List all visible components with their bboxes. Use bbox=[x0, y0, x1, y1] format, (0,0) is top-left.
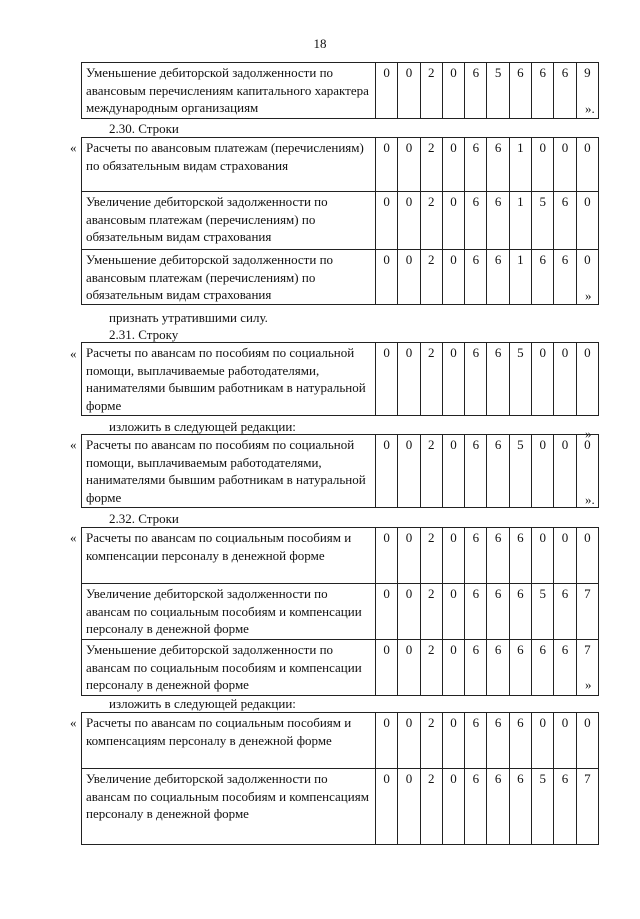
code-digit: 0 bbox=[442, 192, 464, 250]
code-digit: 0 bbox=[442, 528, 464, 584]
code-digit: 0 bbox=[398, 250, 420, 305]
code-digit: 0 bbox=[376, 435, 398, 508]
code-table-1 bbox=[81, 137, 599, 305]
code-digit: 0 bbox=[398, 138, 420, 192]
closing-quote: » bbox=[585, 288, 592, 303]
code-table-2 bbox=[81, 342, 599, 416]
account-description: Расчеты по авансам по пособиям по социальной помощи, выплачиваемые работодателями, нанимателями бывшим работникам в натуральной форме bbox=[82, 343, 376, 416]
code-digit: 6 bbox=[554, 250, 576, 305]
code-digit: 2 bbox=[420, 63, 442, 119]
code-digit: 6 bbox=[509, 713, 531, 769]
code-digit: 0 bbox=[442, 769, 464, 845]
code-digit: 6 bbox=[465, 63, 487, 119]
code-digit: 0 bbox=[398, 584, 420, 640]
code-digit: 6 bbox=[532, 250, 554, 305]
code-digit: 2 bbox=[420, 435, 442, 508]
code-digit: 0 bbox=[398, 769, 420, 845]
closing-quote: ». bbox=[585, 492, 595, 507]
code-digit: 6 bbox=[554, 640, 576, 696]
opening-quote: « bbox=[70, 346, 77, 361]
code-digit: 6 bbox=[509, 528, 531, 584]
code-digit: 0 bbox=[376, 713, 398, 769]
code-digit: 0 bbox=[576, 192, 598, 250]
code-digit: 6 bbox=[554, 584, 576, 640]
phrase-edit: изложить в следующей редакции: bbox=[109, 696, 296, 711]
account-description: Увеличение дебиторской задолженности по авансовым платежам (перечислениям) по обязательным видам страхования bbox=[82, 192, 376, 250]
code-digit: 6 bbox=[487, 584, 509, 640]
code-digit: 6 bbox=[487, 250, 509, 305]
code-digit: 0 bbox=[532, 138, 554, 192]
code-digit: 0 bbox=[576, 343, 598, 416]
account-description: Увеличение дебиторской задолженности по авансам по социальным пособиям и компенсации персоналу в денежной форме bbox=[82, 584, 376, 640]
section-heading-2-31: 2.31. Строку bbox=[109, 327, 179, 342]
code-digit: 0 bbox=[376, 528, 398, 584]
closing-quote: ». bbox=[585, 101, 595, 116]
page-number: 18 bbox=[313, 36, 327, 51]
account-description: Уменьшение дебиторской задолженности по авансам по социальным пособиям и компенсации персоналу в денежной форме bbox=[82, 640, 376, 696]
table-row bbox=[82, 192, 599, 250]
code-digit: 2 bbox=[420, 138, 442, 192]
phrase-edit: изложить в следующей редакции: bbox=[109, 419, 296, 434]
account-description: Расчеты по авансам по социальным пособиям и компенсациям персоналу в денежной форме bbox=[82, 713, 376, 769]
code-digit: 0 bbox=[576, 435, 598, 508]
table-row bbox=[82, 640, 599, 696]
code-digit: 0 bbox=[554, 138, 576, 192]
code-digit: 6 bbox=[532, 640, 554, 696]
code-digit: 0 bbox=[442, 713, 464, 769]
code-digit: 0 bbox=[398, 192, 420, 250]
code-digit: 0 bbox=[576, 713, 598, 769]
code-digit: 5 bbox=[532, 584, 554, 640]
table-row bbox=[82, 528, 599, 584]
account-description: Уменьшение дебиторской задолженности по авансовым перечислениям капитального характера международным организациям bbox=[82, 63, 376, 119]
code-digit: 2 bbox=[420, 769, 442, 845]
code-digit: 9 bbox=[576, 63, 598, 119]
closing-quote: » bbox=[585, 677, 592, 692]
table-row bbox=[82, 138, 599, 192]
code-table-0 bbox=[81, 62, 599, 119]
code-digit: 0 bbox=[442, 250, 464, 305]
table-row bbox=[82, 250, 599, 305]
opening-quote: « bbox=[70, 140, 77, 155]
account-description: Расчеты по авансам по пособиям по социальной помощи, выплачиваемым работодателями, нанимателями бывшим работникам в натуральной форме bbox=[82, 435, 376, 508]
code-digit: 6 bbox=[465, 713, 487, 769]
code-digit: 6 bbox=[487, 528, 509, 584]
code-digit: 6 bbox=[509, 584, 531, 640]
code-digit: 0 bbox=[554, 435, 576, 508]
code-digit: 2 bbox=[420, 713, 442, 769]
table-row bbox=[82, 63, 599, 119]
code-digit: 2 bbox=[420, 584, 442, 640]
code-digit: 6 bbox=[554, 769, 576, 845]
code-digit: 6 bbox=[465, 640, 487, 696]
code-digit: 5 bbox=[532, 192, 554, 250]
code-table-3 bbox=[81, 434, 599, 508]
code-digit: 0 bbox=[376, 640, 398, 696]
code-digit: 6 bbox=[554, 192, 576, 250]
code-digit: 5 bbox=[532, 769, 554, 845]
code-digit: 0 bbox=[398, 63, 420, 119]
code-digit: 7 bbox=[576, 769, 598, 845]
code-digit: 2 bbox=[420, 192, 442, 250]
code-digit: 0 bbox=[398, 640, 420, 696]
code-digit: 0 bbox=[532, 343, 554, 416]
code-digit: 5 bbox=[509, 435, 531, 508]
code-digit: 6 bbox=[487, 343, 509, 416]
code-digit: 1 bbox=[509, 192, 531, 250]
code-digit: 0 bbox=[398, 713, 420, 769]
code-digit: 7 bbox=[576, 584, 598, 640]
code-digit: 2 bbox=[420, 250, 442, 305]
code-digit: 0 bbox=[442, 640, 464, 696]
code-digit: 2 bbox=[420, 640, 442, 696]
code-digit: 6 bbox=[487, 435, 509, 508]
code-digit: 2 bbox=[420, 528, 442, 584]
code-digit: 0 bbox=[532, 528, 554, 584]
table-row bbox=[82, 584, 599, 640]
code-digit: 6 bbox=[487, 713, 509, 769]
code-digit: 1 bbox=[509, 138, 531, 192]
code-digit: 0 bbox=[376, 250, 398, 305]
code-digit: 0 bbox=[554, 528, 576, 584]
code-digit: 5 bbox=[487, 63, 509, 119]
code-digit: 6 bbox=[465, 343, 487, 416]
code-digit: 6 bbox=[532, 63, 554, 119]
code-digit: 6 bbox=[487, 192, 509, 250]
code-digit: 0 bbox=[376, 63, 398, 119]
code-digit: 0 bbox=[398, 435, 420, 508]
closing-quote: » bbox=[585, 426, 592, 441]
code-digit: 6 bbox=[509, 640, 531, 696]
code-digit: 6 bbox=[509, 63, 531, 119]
code-digit: 6 bbox=[487, 138, 509, 192]
code-digit: 6 bbox=[465, 528, 487, 584]
code-table-5 bbox=[81, 712, 599, 845]
code-table-4 bbox=[81, 527, 599, 696]
table-row bbox=[82, 769, 599, 845]
code-digit: 6 bbox=[465, 435, 487, 508]
code-digit: 1 bbox=[509, 250, 531, 305]
code-digit: 0 bbox=[554, 713, 576, 769]
section-heading-2-30: 2.30. Строки bbox=[109, 121, 179, 136]
code-digit: 6 bbox=[465, 769, 487, 845]
code-digit: 6 bbox=[487, 769, 509, 845]
code-digit: 0 bbox=[442, 138, 464, 192]
code-digit: 0 bbox=[398, 343, 420, 416]
code-digit: 0 bbox=[442, 435, 464, 508]
code-digit: 7 bbox=[576, 640, 598, 696]
section-heading-2-32: 2.32. Строки bbox=[109, 511, 179, 526]
code-digit: 2 bbox=[420, 343, 442, 416]
code-digit: 0 bbox=[442, 584, 464, 640]
code-digit: 0 bbox=[376, 138, 398, 192]
opening-quote: « bbox=[70, 715, 77, 730]
code-digit: 0 bbox=[376, 584, 398, 640]
code-digit: 6 bbox=[465, 584, 487, 640]
account-description: Расчеты по авансам по социальным пособиям и компенсации персоналу в денежной форме bbox=[82, 528, 376, 584]
account-description: Расчеты по авансовым платежам (перечислениям) по обязательным видам страхования bbox=[82, 138, 376, 192]
code-digit: 6 bbox=[509, 769, 531, 845]
table-row bbox=[82, 713, 599, 769]
code-digit: 0 bbox=[442, 63, 464, 119]
code-digit: 0 bbox=[576, 528, 598, 584]
code-digit: 6 bbox=[465, 138, 487, 192]
code-digit: 0 bbox=[376, 769, 398, 845]
code-digit: 0 bbox=[532, 435, 554, 508]
account-description: Увеличение дебиторской задолженности по авансам по социальным пособиям и компенсациям персоналу в денежной форме bbox=[82, 769, 376, 845]
opening-quote: « bbox=[70, 437, 77, 452]
code-digit: 0 bbox=[532, 713, 554, 769]
account-description: Уменьшение дебиторской задолженности по авансовым платежам (перечислениям) по обязательным видам страхования bbox=[82, 250, 376, 305]
code-digit: 6 bbox=[487, 640, 509, 696]
opening-quote: « bbox=[70, 530, 77, 545]
code-digit: 0 bbox=[576, 138, 598, 192]
code-digit: 0 bbox=[576, 250, 598, 305]
code-digit: 6 bbox=[465, 250, 487, 305]
table-row bbox=[82, 343, 599, 416]
code-digit: 0 bbox=[398, 528, 420, 584]
code-digit: 0 bbox=[442, 343, 464, 416]
code-digit: 0 bbox=[554, 343, 576, 416]
code-digit: 0 bbox=[376, 192, 398, 250]
code-digit: 5 bbox=[509, 343, 531, 416]
phrase-invalid: признать утратившими силу. bbox=[109, 310, 268, 325]
code-digit: 6 bbox=[465, 192, 487, 250]
table-row bbox=[82, 435, 599, 508]
code-digit: 6 bbox=[554, 63, 576, 119]
code-digit: 0 bbox=[376, 343, 398, 416]
